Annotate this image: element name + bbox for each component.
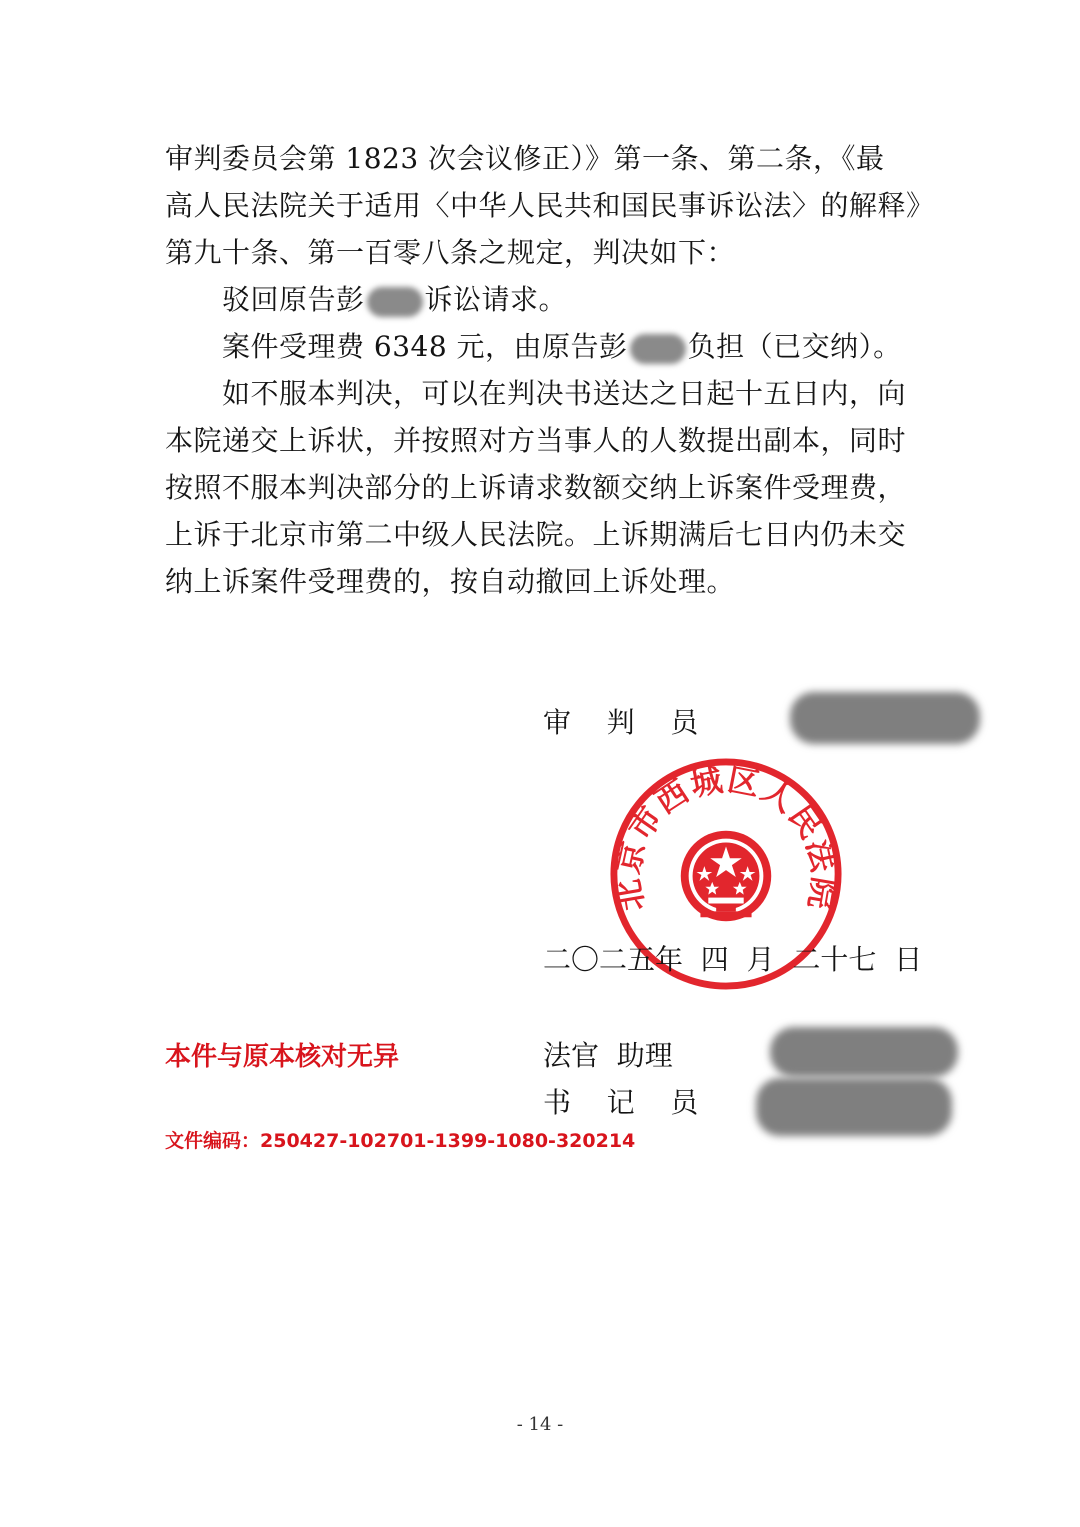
national-emblem-icon bbox=[681, 831, 771, 921]
appeal-line-1: 如不服本判决，可以在判决书送达之日起十五日内，向 bbox=[222, 377, 907, 410]
dismiss-claim-line bbox=[222, 282, 567, 318]
redacted-name bbox=[630, 334, 686, 364]
redacted-assistant-name bbox=[770, 1027, 958, 1077]
judge-assistant-label: 法官 助理 bbox=[543, 1039, 673, 1072]
file-code: 文件编码：250427-102701-1399-1080-320214 bbox=[165, 1130, 636, 1152]
redacted-name bbox=[367, 287, 423, 317]
appeal-line-3: 按照不服本判决部分的上诉请求数额交纳上诉案件受理费， bbox=[165, 471, 907, 504]
judgment-date: 二〇二五年 四 月 二十七 日 bbox=[543, 943, 923, 976]
court-fee-line bbox=[222, 329, 902, 365]
verified-copy-note: 本件与原本核对无异 bbox=[165, 1042, 400, 1072]
dismiss-text-after: 诉讼请求。 bbox=[424, 283, 568, 316]
fee-text-before: 案件受理费 6348 元，由原告彭 bbox=[222, 330, 628, 363]
body-line-1: 审判委员会第 1823 次会议修正）》第一条、第二条，《最 bbox=[165, 142, 885, 175]
fee-text-after: 负担（已交纳）。 bbox=[687, 330, 902, 363]
page-number: - 14 - bbox=[516, 1414, 564, 1435]
clerk-label: 书 记 员 bbox=[543, 1086, 699, 1119]
seal-text: 北京市西城区人民法院 bbox=[610, 762, 842, 914]
dismiss-text-before: 驳回原告彭 bbox=[222, 283, 365, 316]
appeal-line-5: 纳上诉案件受理费的，按自动撤回上诉处理。 bbox=[165, 565, 736, 598]
body-line-2: 高人民法院关于适用〈中华人民共和国民事诉讼法〉的解释》 bbox=[165, 189, 935, 222]
appeal-line-2: 本院递交上诉状，并按照对方当事人的人数提出副本，同时 bbox=[165, 424, 907, 457]
redacted-judge-name bbox=[790, 692, 980, 744]
appeal-line-4: 上诉于北京市第二中级人民法院。上诉期满后七日内仍未交 bbox=[165, 518, 907, 551]
judge-label: 审 判 员 bbox=[543, 706, 699, 739]
redacted-clerk-name bbox=[756, 1078, 952, 1136]
body-line-3: 第九十条、第一百零八条之规定，判决如下： bbox=[165, 236, 736, 269]
